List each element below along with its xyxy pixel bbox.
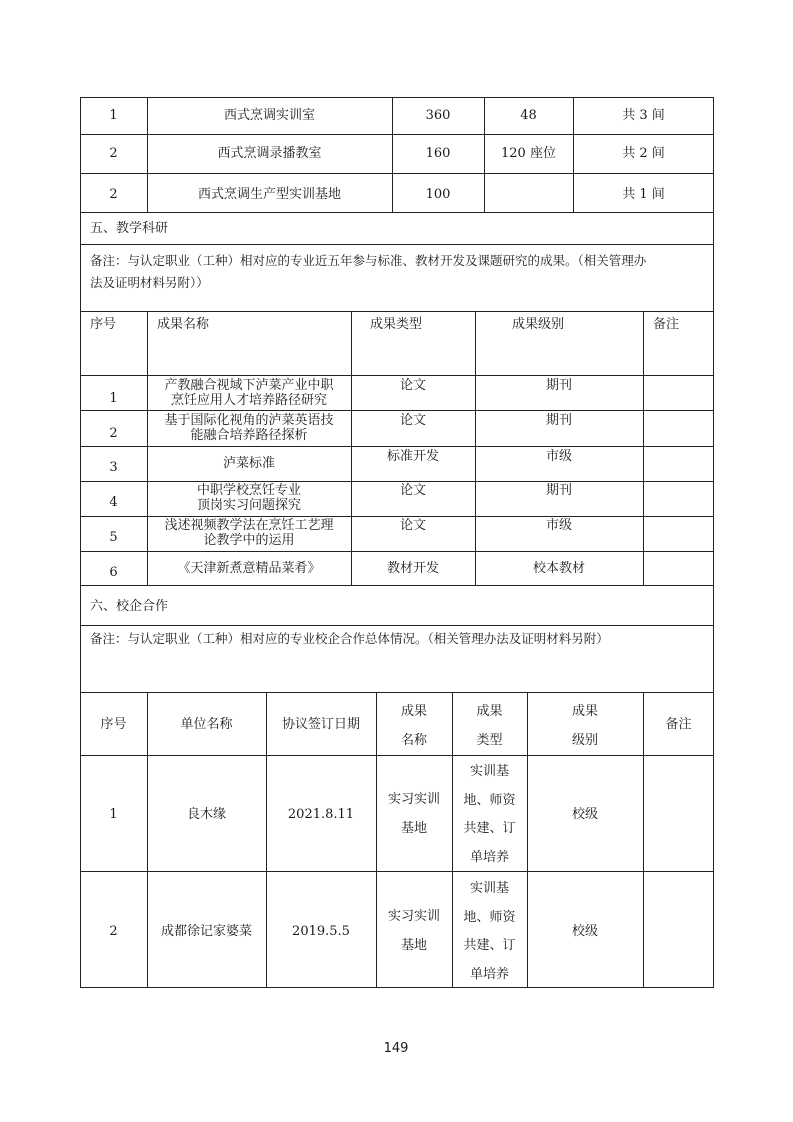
research-level: 市级 [545,449,572,464]
coop-result-name: 基地 [400,821,427,836]
research-name: 浅述视频教学法在烹饪工艺理 [164,518,334,533]
research-type: 论文 [399,413,426,428]
research-header-remark: 备注 [653,317,680,332]
row-divider [80,551,714,552]
coop-result-type: 共建、订 [463,821,516,836]
coop-date: 2021.8.11 [287,807,355,822]
coop-header-result-name: 名称 [400,733,427,748]
row-divider [80,755,714,756]
row-divider [80,481,714,482]
coop-result-type: 单培养 [469,967,509,982]
research-seq: 6 [109,565,118,580]
row-divider [80,134,714,135]
facility-seats: 120 座位 [501,146,556,161]
coop-seq: 2 [109,924,118,939]
facility-area: 100 [425,187,451,202]
research-seq: 3 [109,460,118,475]
coop-result-level: 校级 [571,807,598,822]
coop-header-result-level: 级别 [571,733,598,748]
facility-count: 共 3 间 [622,108,665,123]
facility-seats: 48 [520,108,537,123]
coop-header-remark: 备注 [665,717,692,732]
coop-date: 2019.5.5 [292,924,350,939]
research-seq: 4 [109,495,118,510]
research-name: 泸菜标准 [222,456,275,471]
research-note-line2: 法及证明材料另附）） [90,275,209,290]
research-name: 能融合培养路径探析 [190,428,308,443]
research-note-line1: 备注：与认定职业（工种）相对应的专业近五年参与标准、教材开发及课题研究的成果。（相关管理办 [90,253,647,268]
research-level: 市级 [545,518,572,533]
coop-result-type: 实训基 [469,881,509,896]
facility-name: 西式烹调生产型实训基地 [197,187,341,202]
col-divider [643,311,644,586]
coop-result-type: 单培养 [469,850,509,865]
research-name: 论教学中的运用 [203,533,295,548]
coop-result-level: 校级 [571,924,598,939]
research-level: 期刊 [545,378,572,393]
row-divider [80,446,714,447]
research-name: 中职学校烹饪专业 [196,483,301,498]
coop-result-type: 共建、订 [463,938,516,953]
coop-unit: 成都徐记家婆菜 [160,924,252,939]
facility-seq: 1 [109,108,118,123]
coop-header-seq: 序号 [100,717,127,732]
facility-area: 160 [425,146,451,161]
research-type: 教材开发 [386,561,439,576]
coop-result-name: 基地 [400,938,427,953]
col-divider [643,692,644,988]
row-divider [80,410,714,411]
research-level: 期刊 [545,483,572,498]
research-type: 论文 [399,483,426,498]
row-divider [80,692,714,693]
research-seq: 5 [109,530,118,545]
col-divider [147,692,148,988]
row-divider [80,173,714,174]
coop-header-date: 协议签订日期 [281,717,360,732]
coop-header-result-type: 成果 [476,704,503,719]
research-level: 期刊 [545,413,572,428]
coop-header-result-type: 类型 [476,733,503,748]
row-divider [80,375,714,376]
page-number: 149 [383,1041,409,1056]
coop-note: 备注：与认定职业（工种）相对应的专业校企合作总体情况。（相关管理办法及证明材料另附） [90,631,609,646]
coop-seq: 1 [109,807,118,822]
facility-area: 360 [425,108,451,123]
facility-name: 西式烹调实训室 [223,108,315,123]
research-header-type: 成果类型 [370,317,423,332]
coop-result-name: 实习实训 [387,792,440,807]
col-divider [266,692,267,988]
research-type: 论文 [399,378,426,393]
research-seq: 2 [109,426,118,441]
row-divider [80,311,714,312]
research-name: 顶岗实习问题探究 [196,498,301,513]
row-divider [80,516,714,517]
facility-seq: 2 [109,187,118,202]
research-name: 烹饪应用人才培养路径研究 [170,393,327,408]
row-divider [80,625,714,626]
research-name: 产教融合视域下泸菜产业中职 [164,378,334,393]
coop-header-unit: 单位名称 [180,717,233,732]
research-header-level: 成果级别 [512,317,565,332]
row-divider [80,871,714,872]
coop-result-name: 实习实训 [387,909,440,924]
facility-seq: 2 [109,146,118,161]
row-divider [80,244,714,245]
research-header-name: 成果名称 [157,317,210,332]
research-level: 校本教材 [532,561,585,576]
coop-header-result-level: 成果 [571,704,598,719]
research-name: 基于国际化视角的泸菜英语技 [164,413,334,428]
research-name: 《天津新煮意精品菜肴》 [177,561,321,576]
research-type: 标准开发 [386,449,439,464]
coop-result-type: 地、师资 [463,910,516,925]
section-title-research: 五、教学科研 [90,221,169,236]
facility-count: 共 2 间 [622,146,665,161]
coop-result-type: 实训基 [469,764,509,779]
coop-header-result-name: 成果 [400,704,427,719]
facility-name: 西式烹调录播教室 [217,146,322,161]
coop-unit: 良木缘 [186,807,226,822]
research-seq: 1 [109,391,118,406]
facility-count: 共 1 间 [622,187,665,202]
coop-result-type: 地、师资 [463,793,516,808]
section-title-coop: 六、校企合作 [90,599,169,614]
research-type: 论文 [399,518,426,533]
research-header-seq: 序号 [90,317,117,332]
